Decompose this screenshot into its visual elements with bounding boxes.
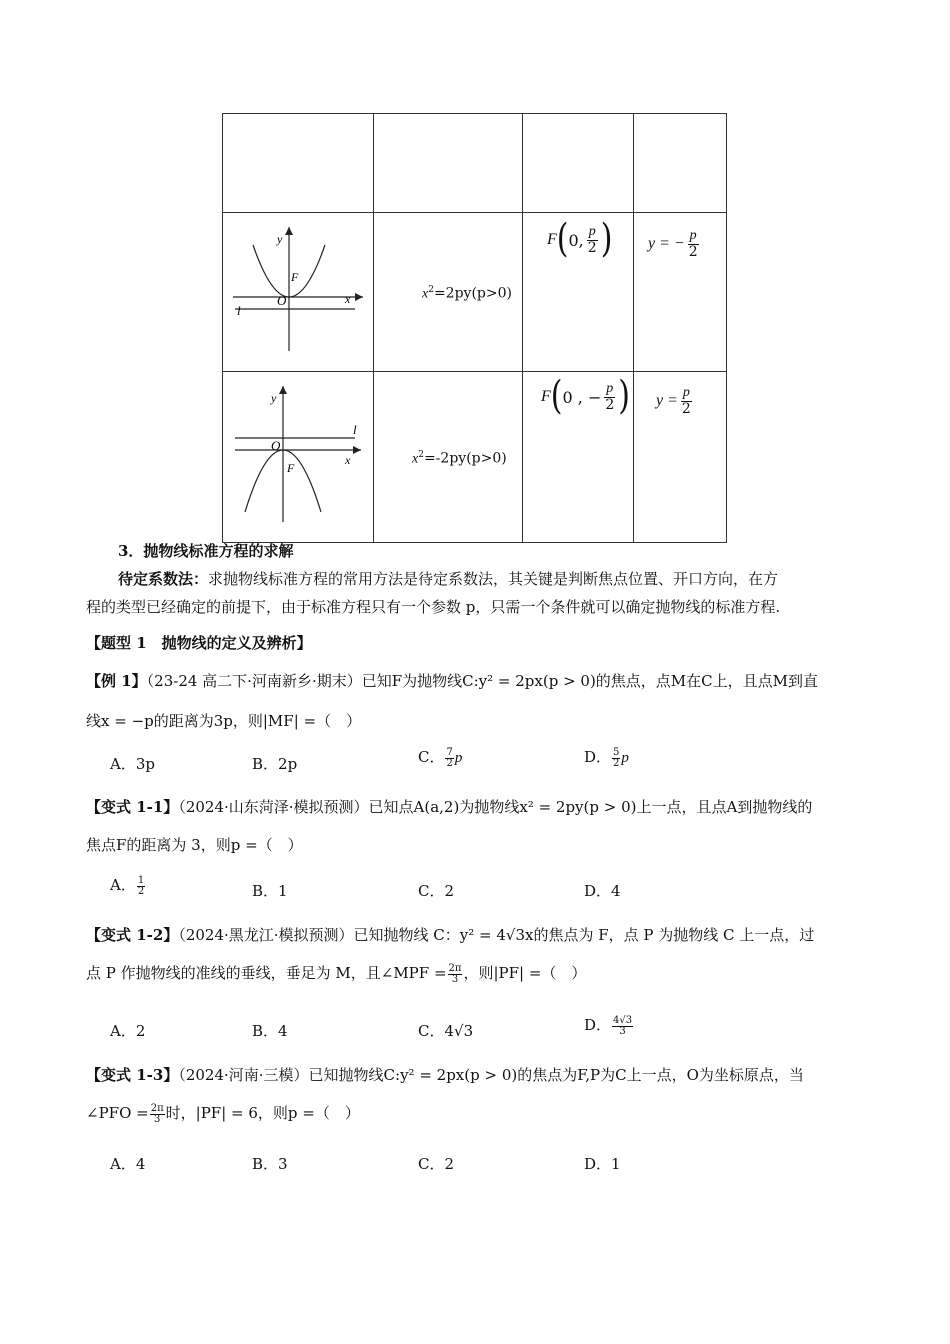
example-1-line1: 【例 1】（23-24 高二下·河南新乡·期末）已知F为抛物线C:y² = 2px(p > 0)的焦点，点M在C上，且点M到直 [86, 672, 819, 690]
table-row [223, 213, 727, 372]
variant-1-2-line2: 点 P 作抛物线的准线的垂线，垂足为 M，且∠MPF = $\frac{2\pi}{3}$ ，则|PF| =（ ） [86, 962, 587, 985]
option-a: A．4 [110, 1155, 146, 1173]
parabola-table [222, 113, 727, 543]
parabola-up-graph [223, 213, 373, 367]
axis-y-label: y [277, 232, 283, 246]
origin-label: O [277, 293, 287, 308]
parabola-down-graph [223, 372, 373, 538]
option-c: C．2 [418, 1155, 455, 1173]
focus-label: F [291, 270, 299, 284]
option-b: B．1 [252, 882, 288, 900]
directrix-label: l [353, 422, 357, 437]
option-a: A．2 [110, 1022, 146, 1040]
focus-label: F [287, 461, 295, 475]
option-a: A． $\frac{1}{2}$ [110, 874, 145, 897]
graph-cell [223, 372, 374, 543]
directrix-equation: y = $\frac{p}{2}$ [656, 385, 691, 417]
variant-1-2-line1: 【变式 1-2】（2024·黑龙江·模拟预测）已知抛物线 C：y² = 4√3x的焦点为 F，点 P 为抛物线 C 上一点，过 [86, 926, 815, 944]
option-c: C．4√3 [418, 1022, 474, 1040]
directrix-label: l [237, 303, 241, 318]
option-b: B．4 [252, 1022, 288, 1040]
table-row [223, 114, 727, 213]
method-paragraph-line1: 待定系数法：求抛物线标准方程的常用方法是待定系数法，其关键是判断焦点位置、开口方向，在方 [118, 570, 779, 588]
axis-y-label: y [271, 391, 277, 405]
table-row [223, 372, 727, 543]
equation: $x^2=2py(p>0)$ [422, 285, 512, 302]
focus-coordinates: F ( 0, $\frac{p}{2}$ ) [547, 216, 613, 263]
variant-1-1-line2: 焦点F的距离为 3，则p =（ ） [86, 836, 303, 854]
option-b: B．2p [252, 755, 298, 773]
option-d: D．4 [584, 882, 621, 900]
option-a: A．3p [110, 755, 155, 773]
option-c: C． $\frac{7}{2}$ p [418, 746, 463, 769]
origin-label: O [271, 438, 281, 453]
variant-1-3-line2: ∠PFO = $\frac{2\pi}{3}$ 时，|PF| = 6，则p =（ ） [86, 1102, 360, 1125]
option-d: D．1 [584, 1155, 621, 1173]
variant-1-1-line1: 【变式 1-1】（2024·山东菏泽·模拟预测）已知点A(a,2)为抛物线x² = 2py(p > 0)上一点，且点A到抛物线的 [86, 798, 813, 816]
option-c: C．2 [418, 882, 455, 900]
example-1-line2: 线x = −p的距离为3p，则|MF| =（ ） [86, 712, 362, 730]
variant-1-3-line1: 【变式 1-3】（2024·河南·三模）已知抛物线C:y² = 2px(p > 0)的焦点为F,P为C上一点，O为坐标原点，当 [86, 1066, 804, 1084]
section-heading: 3．抛物线标准方程的求解 [118, 542, 294, 560]
graph-cell [223, 213, 374, 372]
axis-x-label: x [345, 453, 351, 467]
topic-heading: 【题型 1 抛物线的定义及辨析】 [86, 634, 312, 652]
option-d: D． $\frac{4√3}{3}$ [584, 1014, 633, 1037]
directrix-equation: y = − $\frac{p}{2}$ [648, 228, 698, 260]
equation: $x^2=-2py(p>0)$ [412, 450, 507, 467]
method-paragraph-line2: 程的类型已经确定的前提下，由于标准方程只有一个参数 p，只需一个条件就可以确定抛物线的标准方程. [86, 598, 781, 616]
focus-coordinates: F ( 0 , − $\frac{p}{2}$ ) [541, 373, 630, 420]
option-b: B．3 [252, 1155, 288, 1173]
axis-x-label: x [345, 292, 351, 306]
option-d: D． $\frac{5}{2}$ p [584, 746, 629, 769]
